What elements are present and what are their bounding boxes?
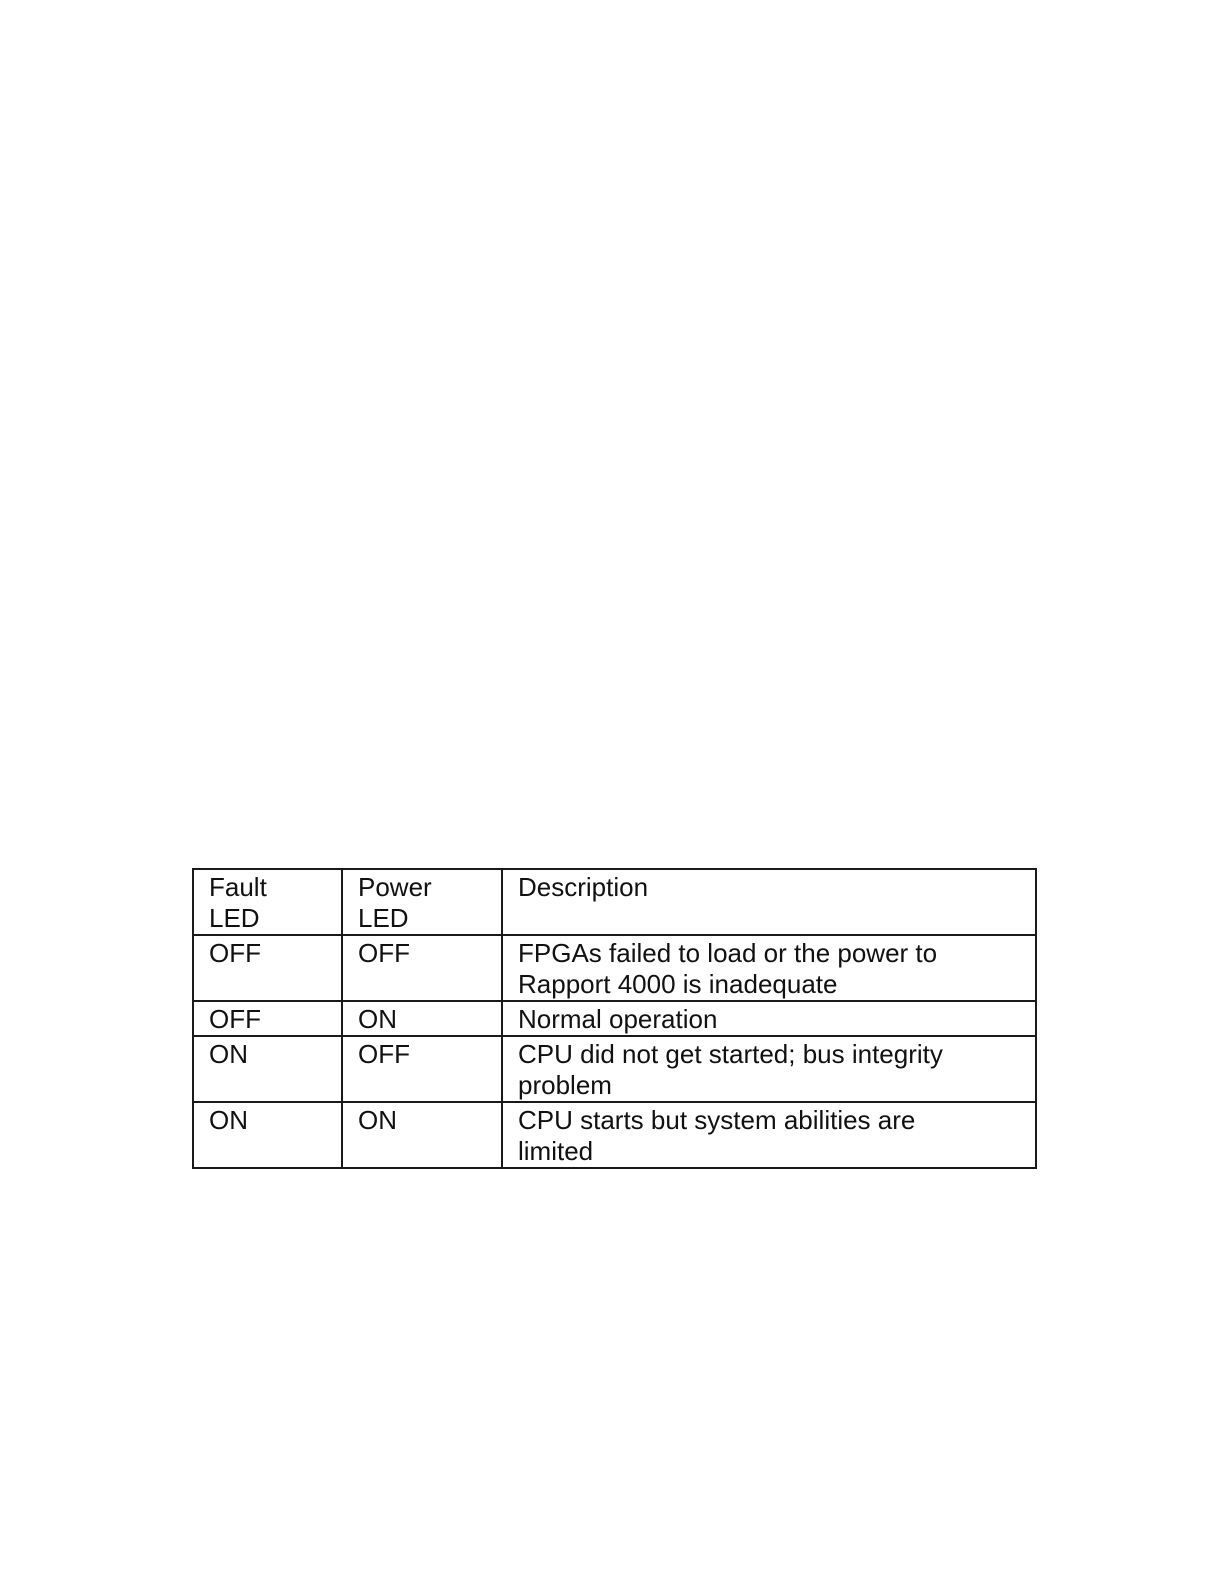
table-header-row [193,869,1036,935]
description-cell: CPU did not get started; bus integrity problem [502,1036,1036,1102]
fault-led-cell: OFF [193,935,342,1001]
table-row [193,1102,1036,1168]
header-power-led: Power LED [342,869,502,935]
table-row [193,1036,1036,1102]
fault-led-cell: OFF [193,1001,342,1036]
fault-led-cell: ON [193,1102,342,1168]
power-led-cell: OFF [342,935,502,1001]
table-row [193,1001,1036,1036]
led-status-table [192,868,1037,1169]
description-cell: CPU starts but system abilities are limited [502,1102,1036,1168]
power-led-cell: ON [342,1102,502,1168]
description-cell: Normal operation [502,1001,1036,1036]
description-cell: FPGAs failed to load or the power to Rapport 4000 is inadequate [502,935,1036,1001]
power-led-cell: OFF [342,1036,502,1102]
power-led-cell: ON [342,1001,502,1036]
header-description: Description [502,869,1036,935]
table-row [193,935,1036,1001]
header-fault-led: Fault LED [193,869,342,935]
fault-led-cell: ON [193,1036,342,1102]
